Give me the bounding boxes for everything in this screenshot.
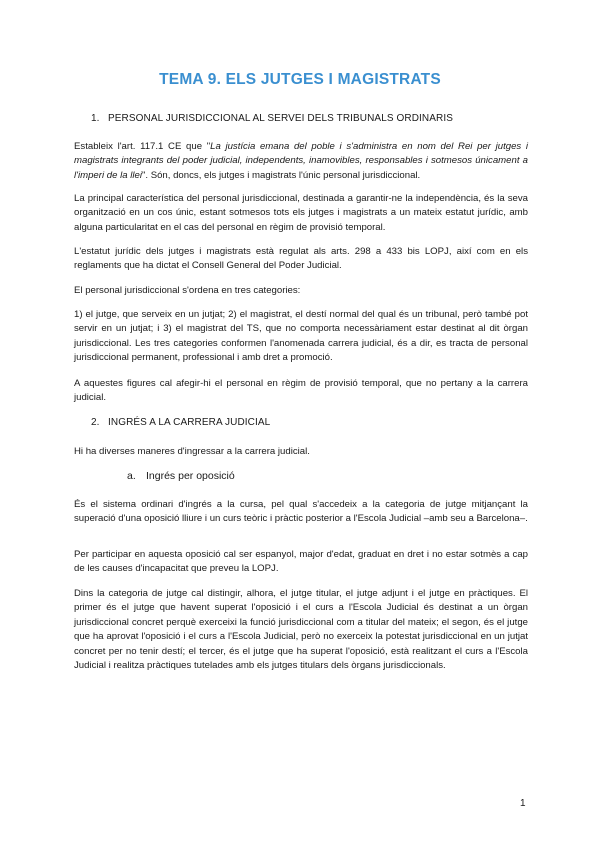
paragraph-judge-types: Dins la categoria de jutge cal distingir, alhora, el jutge titular, el jutge adjunt i el jutge en pràctiques. El primer és el jutge que havent superat l'oposició i el curs a l'Escola Judicial és destinat a un òrgan jurisdiccional concret perquè exerceixi la funció jurisdiccional com a titular del mateix; el segon, és el jutge que ha aprovat l'oposició i el curs a l'Escola Judicial, però no exerceix la potestat jurisdiccional en un jutjat concret per no tenir destí; el tercer, és el jutge que ha superat l'oposició, està realitzant el curs a l'Escola Judicial i realitza pràctiques tutelades amb els jutges titulars dels òrgans jurisdiccionals. — [74, 588, 528, 672]
section-2-number: 2. — [91, 417, 100, 428]
subsection-a-label: Ingrés per oposició — [146, 470, 235, 482]
page-number: 1 — [520, 798, 526, 809]
section-2-heading — [91, 417, 270, 428]
paragraph-temporary-staff: A aquestes figures cal afegir-hi el personal en règim de provisió temporal, que no pertany a la carrera judicial. — [74, 378, 528, 404]
subsection-a-heading — [127, 470, 235, 482]
paragraph-ordinary-system: És el sistema ordinari d'ingrés a la cursa, pel qual s'accedeix a la categoria de jutge mitjançant la superació d'una oposició lliure i un curs teòric i pràctic posterior a l'Escola Judicial –amb seu a Barcelona–. — [74, 499, 528, 525]
section-1-label: PERSONAL JURISDICCIONAL AL SERVEI DELS TRIBUNALS ORDINARIS — [108, 113, 453, 124]
paragraph-constitution-intro: Estableix l'art. 117.1 CE que " — [74, 141, 211, 152]
paragraph-categories-intro: El personal jurisdiccional s'ordena en tres categories: — [74, 285, 301, 296]
constitution-quote: La justícia emana del poble i s'administra en nom del Rei per jutges i magistrats integrants del poder judicial, independents, inamovibles, responsables i sotmesos únicament a l'imperi de la llei — [74, 141, 528, 181]
paragraph-constitution — [74, 140, 528, 183]
paragraph-categories: 1) el jutge, que serveix en un jutjat; 2) el magistrat, el destí normal del qual és un tribunal, però també pot servir en un jutjat; i 3) el magistrat del TS, que no comporta necessàriament estar destinat al dit òrgan jurisdiccional. Les tres categories conformen l'anomenada carrera judicial, és a dir, es tracta de personal jurisdiccional permanent, professional i amb dret a promoció. — [74, 309, 528, 364]
paragraph-ways-to-enter: Hi ha diverses maneres d'ingressar a la carrera judicial. — [74, 446, 310, 457]
section-1-number: 1. — [91, 113, 100, 124]
paragraph-statute: L'estatut jurídic dels jutges i magistrats està regulat als arts. 298 a 433 bis LOPJ, així com en els reglaments que ha dictat el Consell General del Poder Judicial. — [74, 246, 528, 272]
subsection-a-letter: a. — [127, 470, 136, 482]
paragraph-requirements: Per participar en aquesta oposició cal ser espanyol, major d'edat, graduat en dret i no estar sotmès a cap de les causes d'incapacitat que preveu la LOPJ. — [74, 549, 528, 575]
paragraph-constitution-outro: ". Són, doncs, els jutges i magistrats l'únic personal jurisdiccional. — [141, 169, 421, 181]
document-title: TEMA 9. ELS JUTGES I MAGISTRATS — [159, 71, 441, 88]
paragraph-characteristic: La principal característica del personal jurisdiccional, destinada a garantir-ne la independència, és la seva organització en un cos únic, estant sotmesos tots els jutges i magistrats a un mateix estatut jurídic, amb alguna particularitat en el cas del personal en règim de provisió temporal. — [74, 193, 528, 233]
section-1-heading — [91, 113, 453, 124]
section-2-label: INGRÉS A LA CARRERA JUDICIAL — [108, 417, 271, 428]
